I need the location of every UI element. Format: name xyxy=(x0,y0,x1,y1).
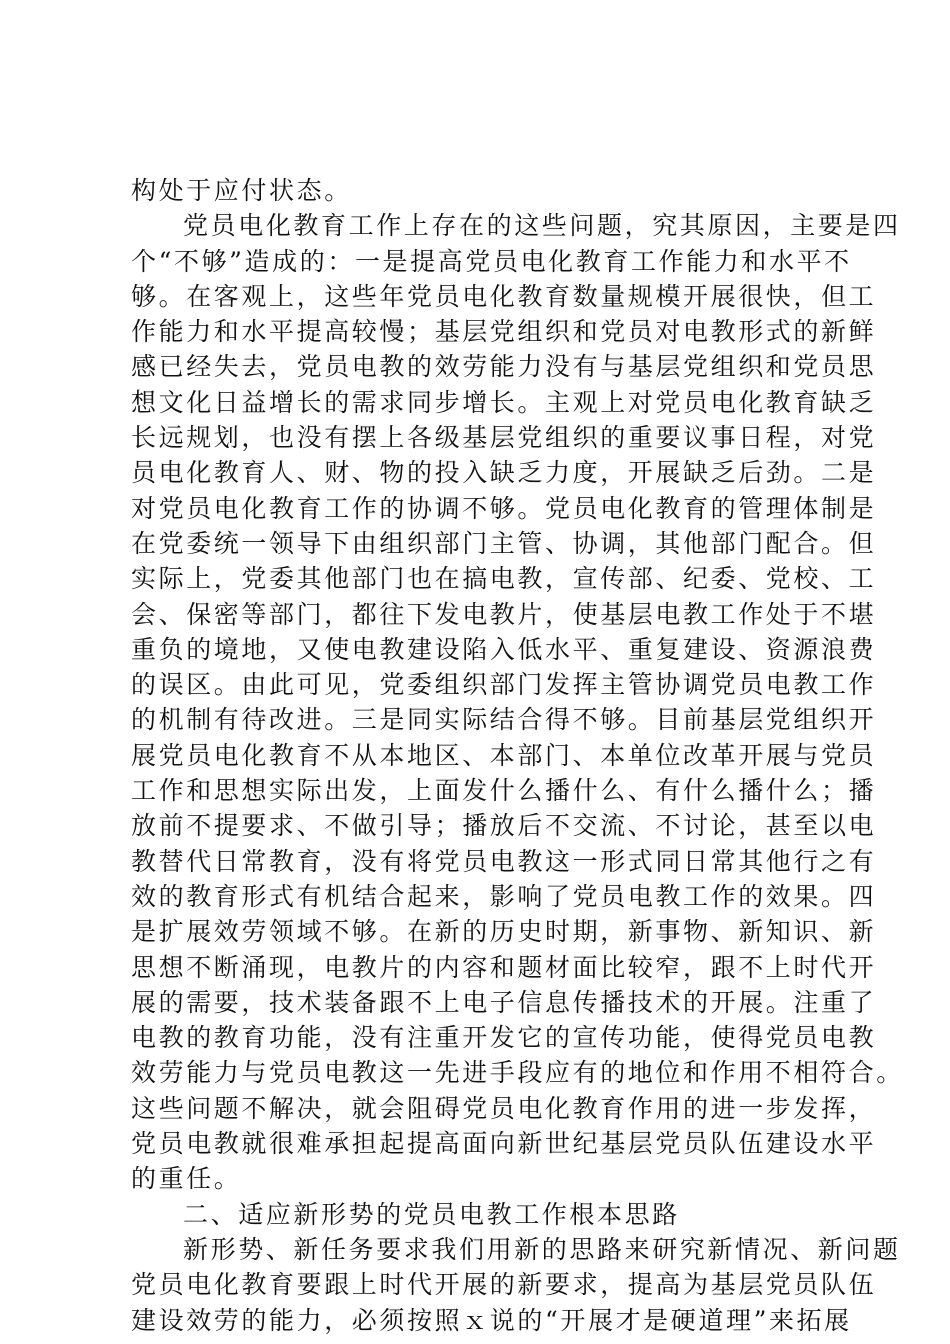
text-line: 的机制有待改进。三是同实际结合得不够。目前基层党组织开 xyxy=(131,705,877,735)
text-line: 建设效劳的能力，必须按照ｘ说的“开展才是硬道理”来拓展 xyxy=(131,1305,852,1335)
text-line: 员电化教育人、财、物的投入缺乏力度，开展缺乏后劲。二是 xyxy=(131,458,877,488)
text-line: 想文化日益增长的需求同步增长。主观上对党员电化教育缺乏 xyxy=(131,387,877,417)
text-line: 实际上，党委其他部门也在搞电教，宣传部、纪委、党校、工 xyxy=(131,564,877,594)
text-line: 党员电化教育工作上存在的这些问题，究其原因，主要是四 xyxy=(183,211,901,241)
text-line: 思想不断涌现，电教片的内容和题材面比较窄，跟不上时代开 xyxy=(131,952,877,982)
text-line: 党员电化教育要跟上时代开展的新要求，提高为基层党员队伍 xyxy=(131,1270,877,1300)
text-line: 感已经失去，党员电教的效劳能力没有与基层党组织和党员思 xyxy=(131,352,877,382)
text-line: 教替代日常教育，没有将党员电教这一形式同日常其他行之有 xyxy=(131,846,877,876)
text-line: 二、适应新形势的党员电教工作根本思路 xyxy=(183,1199,680,1229)
text-line: 的误区。由此可见，党委组织部门发挥主管协调党员电教工作 xyxy=(131,670,877,700)
text-line: 展的需要，技术装备跟不上电子信息传播技术的开展。注重了 xyxy=(131,987,877,1017)
text-line: 党员电教就很难承担起提高面向新世纪基层党员队伍建设水平 xyxy=(131,1129,877,1159)
text-line: 工作和思想实际出发，上面发什么播什么、有什么播什么；播 xyxy=(131,776,877,806)
document-body xyxy=(131,173,904,1338)
text-line: 是扩展效劳领域不够。在新的历史时期，新事物、新知识、新 xyxy=(131,917,877,947)
text-line: 放前不提要求、不做引导；播放后不交流、不讨论，甚至以电 xyxy=(131,811,877,841)
text-line: 效的教育形式有机结合起来，影响了党员电教工作的效果。四 xyxy=(131,881,877,911)
text-line: 对党员电化教育工作的协调不够。党员电化教育的管理体制是 xyxy=(131,493,877,523)
text-line: 会、保密等部门，都往下发电教片，使基层电教工作处于不堪 xyxy=(131,599,877,629)
text-line: 的重任。 xyxy=(131,1164,242,1194)
text-line: 展党员电化教育不从本地区、本部门、本单位改革开展与党员 xyxy=(131,740,877,770)
text-line: 重负的境地，又使电教建设陷入低水平、重复建设、资源浪费 xyxy=(131,634,877,664)
text-line: 这些问题不解决，就会阻碍党员电化教育作用的进一步发挥， xyxy=(131,1093,877,1123)
text-line: 电教的教育功能，没有注重开发它的宣传功能，使得党员电教 xyxy=(131,1023,877,1053)
text-line: 长远规划，也没有摆上各级基层党组织的重要议事日程，对党 xyxy=(131,423,877,453)
text-line: 作能力和水平提高较慢；基层党组织和党员对电教形式的新鲜 xyxy=(131,317,877,347)
text-line: 个“不够”造成的：一是提高党员电化教育工作能力和水平不 xyxy=(131,246,852,276)
text-line: 构处于应付状态。 xyxy=(131,176,352,205)
text-line: 效劳能力与党员电教这一先进手段应有的地位和作用不相符合。 xyxy=(131,1058,904,1088)
text-line: 在党委统一领导下由组织部门主管、协调，其他部门配合。但 xyxy=(131,528,877,558)
text-line: 够。在客观上，这些年党员电化教育数量规模开展很快，但工 xyxy=(131,281,877,311)
text-line: 新形势、新任务要求我们用新的思路来研究新情况、新问题 xyxy=(183,1234,901,1264)
